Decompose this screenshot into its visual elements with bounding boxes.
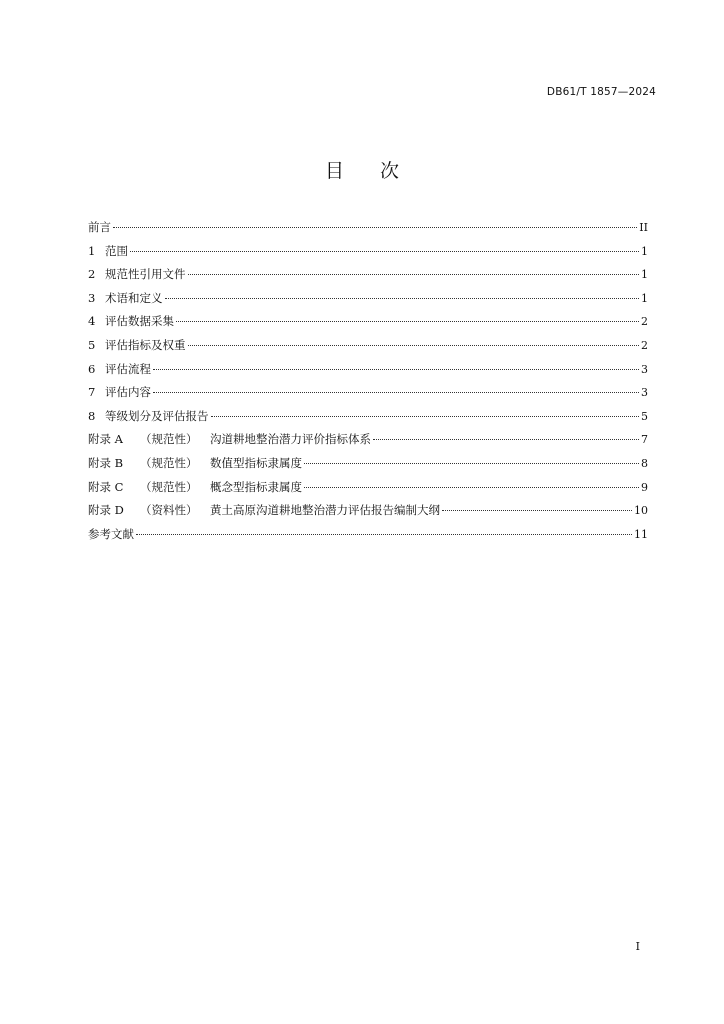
page-title: 目次 [324, 160, 435, 182]
toc-page-number: 5 [641, 409, 648, 423]
section-number: 5 [88, 337, 96, 352]
toc-page-number: 10 [634, 504, 648, 518]
toc-page-number: 11 [634, 527, 648, 541]
toc-entry-label: 概念型指标隶属度 [210, 479, 302, 494]
appendix-category: （规范性） [140, 479, 198, 494]
toc-entry-label: 评估指标及权重 [105, 337, 186, 352]
dot-leader [130, 251, 639, 252]
toc-entry-label: 评估数据采集 [105, 314, 174, 329]
toc-entry-section-5[interactable] [88, 337, 648, 361]
section-number: 6 [88, 361, 96, 376]
toc-entry-section-3[interactable] [88, 290, 648, 314]
toc-entry-label: 等级划分及评估报告 [105, 408, 209, 423]
toc-entry-label: 数值型指标隶属度 [210, 455, 302, 470]
section-number: 1 [88, 243, 96, 258]
toc-entry-label: 黄土高原沟道耕地整治潜力评估报告编制大纲 [210, 503, 440, 518]
document-code: DB61/T 1857—2024 [546, 86, 656, 98]
appendix-id: 附录 D [88, 503, 124, 518]
toc-entry-label: 评估内容 [105, 385, 151, 400]
dot-leader [211, 416, 640, 417]
toc-entry-label: 术语和定义 [105, 290, 163, 305]
toc-page-number: 8 [641, 456, 648, 470]
footer-page-number: I [635, 940, 640, 953]
toc-page-number: 3 [641, 386, 648, 400]
toc-entry-label: 参考文献 [88, 526, 134, 541]
toc-page-number: 1 [641, 291, 648, 305]
toc-page-number: 9 [641, 480, 648, 494]
dot-leader [304, 487, 639, 488]
appendix-id: 附录 B [88, 455, 124, 470]
appendix-category: （资料性） [140, 503, 198, 518]
toc-page-number: 2 [641, 315, 648, 329]
dot-leader [165, 298, 640, 299]
table-of-contents [88, 219, 648, 549]
toc-page-number: 2 [641, 338, 648, 352]
toc-entry-appendix-c[interactable] [88, 479, 648, 503]
toc-entry-label: 前言 [88, 220, 111, 234]
toc-entry-label: 沟道耕地整治潜力评价指标体系 [210, 432, 371, 447]
toc-entry-label: 范围 [105, 243, 128, 258]
toc-page-number: II [639, 221, 648, 234]
section-number: 3 [88, 290, 96, 305]
toc-entry-section-7[interactable] [88, 384, 648, 408]
toc-page-number: 1 [641, 244, 648, 258]
dot-leader [373, 439, 639, 440]
section-number: 2 [88, 267, 96, 282]
toc-entry-appendix-d[interactable] [88, 502, 648, 526]
dot-leader [188, 274, 640, 275]
section-number: 8 [88, 408, 96, 423]
dot-leader [176, 321, 639, 322]
toc-entry-section-2[interactable] [88, 266, 648, 290]
toc-entry-references[interactable] [88, 526, 648, 550]
toc-entry-appendix-b[interactable] [88, 455, 648, 479]
toc-page-number: 7 [641, 433, 648, 447]
section-number: 7 [88, 385, 96, 400]
toc-entry-appendix-a[interactable] [88, 431, 648, 455]
section-number: 4 [88, 314, 96, 329]
dot-leader [113, 227, 637, 228]
toc-entry-section-8[interactable] [88, 408, 648, 432]
dot-leader [136, 534, 632, 535]
appendix-category: （规范性） [140, 455, 198, 470]
dot-leader [304, 463, 639, 464]
toc-page-number: 3 [641, 362, 648, 376]
toc-entry-label: 规范性引用文件 [105, 267, 186, 282]
dot-leader [153, 369, 639, 370]
toc-entry-foreword[interactable] [88, 219, 648, 243]
appendix-id: 附录 A [88, 432, 123, 447]
appendix-id: 附录 C [88, 479, 124, 494]
dot-leader [153, 392, 639, 393]
dot-leader [442, 510, 632, 511]
dot-leader [188, 345, 640, 346]
toc-entry-label: 评估流程 [105, 361, 151, 376]
toc-entry-section-1[interactable] [88, 243, 648, 267]
appendix-category: （规范性） [140, 432, 198, 447]
toc-entry-section-4[interactable] [88, 313, 648, 337]
toc-page-number: 1 [641, 268, 648, 282]
toc-entry-section-6[interactable] [88, 361, 648, 385]
